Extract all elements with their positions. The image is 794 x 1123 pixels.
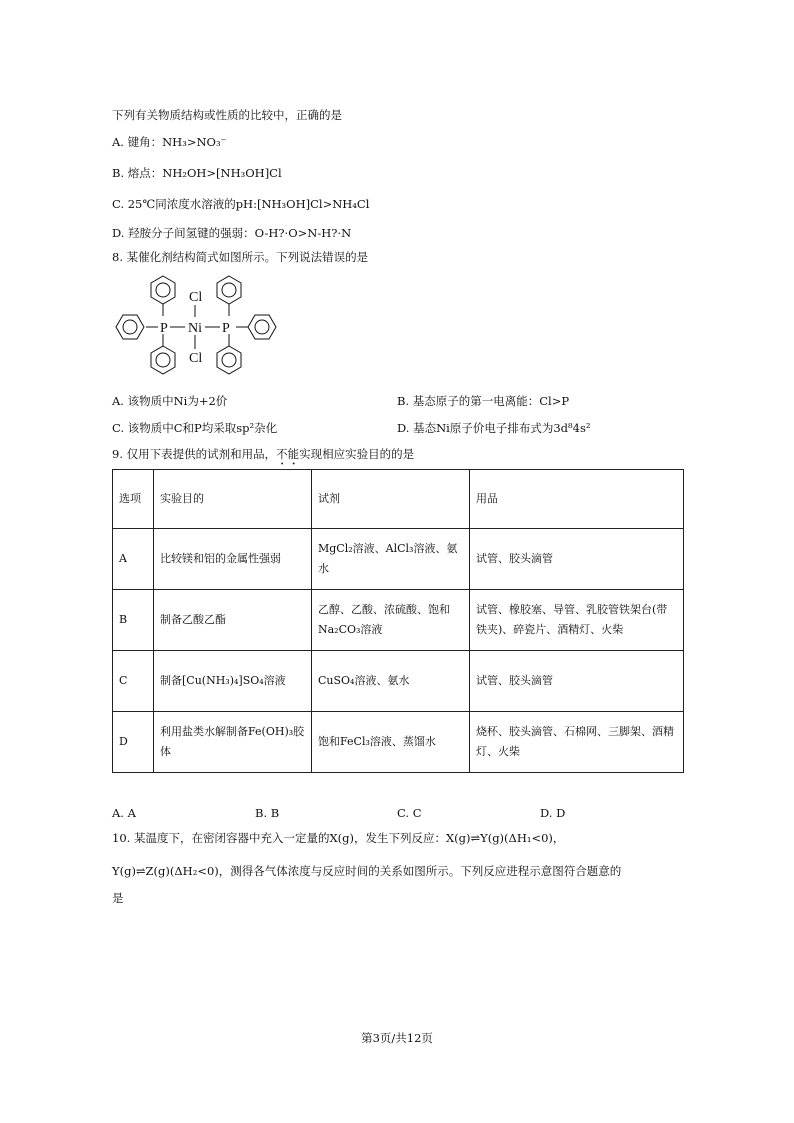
q9-choice-a: A. A [112,806,136,820]
q9-table [112,469,684,773]
row-equipment: 烧杯、胶头滴管、石棉网、三脚架、酒精灯、火柴 [470,712,684,773]
q7-option-c: C. 25℃同浓度水溶液的pH:[NH₃OH]Cl>NH₄Cl [112,197,370,211]
q9-choice-b: B. B [255,806,280,820]
q8-option-c: C. 该物质中C和P均采取sp²杂化 [112,421,278,435]
ni-atom-label: Ni [188,321,202,336]
row-purpose: 比较镁和铝的金属性强弱 [154,529,312,590]
catalyst-structure-diagram [112,274,292,386]
q9-choice-c: C. C [397,806,422,820]
p-left-label: P [160,321,168,336]
p-right-label: P [222,321,230,336]
cl-bottom-label: Cl [189,351,203,366]
header-reagent: 试剂 [312,470,470,529]
q7-stem: 下列有关物质结构或性质的比较中，正确的是 [112,108,342,122]
phenyl-ring-left-bottom [151,346,175,374]
row-option: A [113,529,154,590]
header-equipment: 用品 [470,470,684,529]
row-purpose: 制备[Cu(NH₃)₄]SO₄溶液 [154,651,312,712]
row-purpose: 制备乙酸乙酯 [154,590,312,651]
row-reagent: 乙醇、乙酸、浓硫酸、饱和Na₂CO₃溶液 [312,590,470,651]
row-equipment: 试管、胶头滴管 [470,651,684,712]
phenyl-ring-right-right [248,315,276,339]
table-header-row [113,470,684,529]
q8-option-a: A. 该物质中Ni为+2价 [112,394,228,408]
q9-stem-emphasis: 不能 [276,447,300,461]
table-row [113,712,684,773]
phenyl-ring-right-bottom [217,346,241,374]
page-footer: 第3页/共12页 [361,1031,433,1045]
row-option: C [113,651,154,712]
table-row [113,590,684,651]
q10-line-1: 10. 某温度下，在密闭容器中充入一定量的X(g)，发生下列反应：X(g)⇌Y(g)(ΔH₁<0)， [112,831,565,845]
table-row [113,651,684,712]
header-purpose: 实验目的 [154,470,312,529]
phenyl-ring-right-top [217,276,241,304]
q8-option-d: D. 基态Ni原子价电子排布式为3d⁸4s² [397,421,591,435]
table-row [113,529,684,590]
q10-line-3: 是 [112,891,124,905]
row-equipment: 试管、橡胶塞、导管、乳胶管铁架台(带铁夹)、碎瓷片、酒精灯、火柴 [470,590,684,651]
q8-option-b: B. 基态原子的第一电离能：Cl>P [397,394,570,408]
q8-stem: 8. 某催化剂结构简式如图所示。下列说法错误的是 [112,250,369,264]
row-option: D [113,712,154,773]
row-reagent: 饱和FeCl₃溶液、蒸馏水 [312,712,470,773]
q7-option-b: B. 熔点：NH₂OH>[NH₃OH]Cl [112,166,282,180]
header-option: 选项 [113,470,154,529]
q9-stem: 9. 仅用下表提供的试剂和用品，不能实现相应实验目的的是 [112,447,415,461]
phenyl-ring-left-top [151,276,175,304]
phenyl-ring-left-left [116,315,144,339]
row-reagent: MgCl₂溶液、AlCl₃溶液、氨水 [312,529,470,590]
q7-option-d: D. 羟胺分子间氢键的强弱：O-H?·O>N-H?·N [112,226,352,240]
cl-top-label: Cl [189,290,203,305]
q9-choice-d: D. D [540,806,566,820]
row-option: B [113,590,154,651]
row-equipment: 试管、胶头滴管 [470,529,684,590]
q7-option-a: A. 键角：NH₃>NO₃⁻ [112,135,227,149]
q10-line-2: Y(g)⇌Z(g)(ΔH₂<0)，测得各气体浓度与反应时间的关系如图所示。下列反应进程示意图符合题意的 [112,864,622,878]
row-reagent: CuSO₄溶液、氨水 [312,651,470,712]
row-purpose: 利用盐类水解制备Fe(OH)₃胶体 [154,712,312,773]
